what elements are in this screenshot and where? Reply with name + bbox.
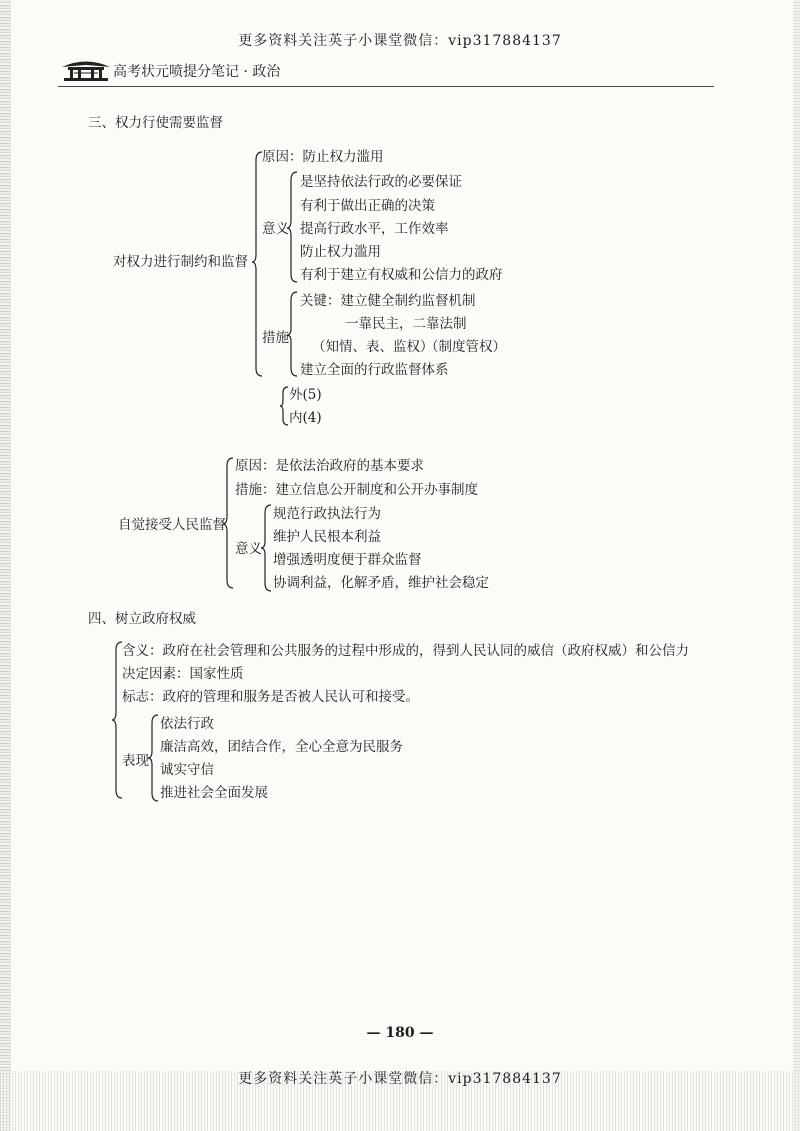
meaning-item: 有利于做出正确的决策 bbox=[300, 198, 435, 214]
pagoda-icon bbox=[60, 58, 112, 82]
authority-sign: 标志：政府的管理和服务是否被人民认可和接受。 bbox=[122, 689, 419, 705]
header-rule bbox=[58, 86, 714, 87]
page-number: — 180 — bbox=[366, 1025, 434, 1041]
determining-factor: 决定因素：国家性质 bbox=[122, 666, 244, 682]
diagram2-root: 自觉接受人民监督 bbox=[118, 517, 226, 533]
measures-last: 建立全面的行政监督体系 bbox=[300, 362, 449, 378]
meaning-item: 是坚持依法行政的必要保证 bbox=[300, 174, 462, 190]
meaning-item: 维护人民根本利益 bbox=[273, 529, 381, 545]
watermark-top: 更多资料关注英子小课堂微信：vip317884137 bbox=[238, 33, 562, 49]
meaning-item: 规范行政执法行为 bbox=[273, 506, 381, 522]
meaning-item: 防止权力滥用 bbox=[300, 244, 381, 260]
diagram2-reason: 原因：是依法治政府的基本要求 bbox=[235, 458, 424, 474]
scan-edge-right bbox=[793, 0, 800, 1131]
government-authority-definition: 含义：政府在社会管理和公共服务的过程中形成的，得到人民认同的威信（政府权威）和公信力 bbox=[122, 643, 689, 659]
watermark-bottom: 更多资料关注英子小课堂微信：vip317884137 bbox=[238, 1071, 562, 1087]
scan-edge-left bbox=[0, 0, 11, 1131]
meaning-item: 增强透明度便于群众监督 bbox=[273, 552, 422, 568]
diagram2-meaning-brace bbox=[261, 503, 273, 595]
diagram2-meaning-label: 意义 bbox=[235, 541, 262, 557]
performance-item: 推进社会全面发展 bbox=[160, 785, 268, 801]
supervision-external: 外(5) bbox=[289, 387, 322, 403]
performance-label: 表现 bbox=[122, 753, 149, 769]
measures-rights: （知情、表、监权） bbox=[312, 339, 434, 355]
meaning-item: 有利于建立有权威和公信力的政府 bbox=[300, 267, 503, 283]
section-3-heading: 三、权力行使需要监督 bbox=[88, 115, 223, 131]
supervision-internal: 内(4) bbox=[289, 410, 322, 426]
section-4-heading: 四、树立政府权威 bbox=[88, 611, 196, 627]
performance-brace bbox=[148, 713, 160, 805]
meaning-item: 协调利益，化解矛盾，维护社会稳定 bbox=[273, 575, 489, 591]
measures-key: 关键：建立健全制约监督机制 bbox=[300, 293, 476, 309]
diagram1-meaning-label: 意义 bbox=[262, 221, 289, 237]
diagram1-measures-brace bbox=[287, 290, 299, 380]
measures-system: （制度管权） bbox=[425, 339, 506, 355]
performance-item: 廉洁高效，团结合作，全心全意为民服务 bbox=[160, 739, 403, 755]
measures-democracy-law: 一靠民主，二靠法制 bbox=[345, 316, 467, 332]
diagram1-reason: 原因：防止权力滥用 bbox=[262, 149, 384, 165]
diagram1-measures-label: 措施 bbox=[262, 330, 289, 346]
header-title: 高考状元喷提分笔记 · 政治 bbox=[113, 64, 281, 80]
performance-item: 依法行政 bbox=[160, 716, 214, 732]
meaning-item: 提高行政水平，工作效率 bbox=[300, 221, 449, 237]
diagram1-meaning-brace bbox=[287, 170, 299, 286]
diagram1-root: 对权力进行制约和监督 bbox=[113, 254, 248, 270]
performance-item: 诚实守信 bbox=[160, 762, 214, 778]
diagram2-measures: 措施：建立信息公开制度和公开办事制度 bbox=[235, 482, 478, 498]
diagram2-main-brace bbox=[223, 456, 235, 592]
